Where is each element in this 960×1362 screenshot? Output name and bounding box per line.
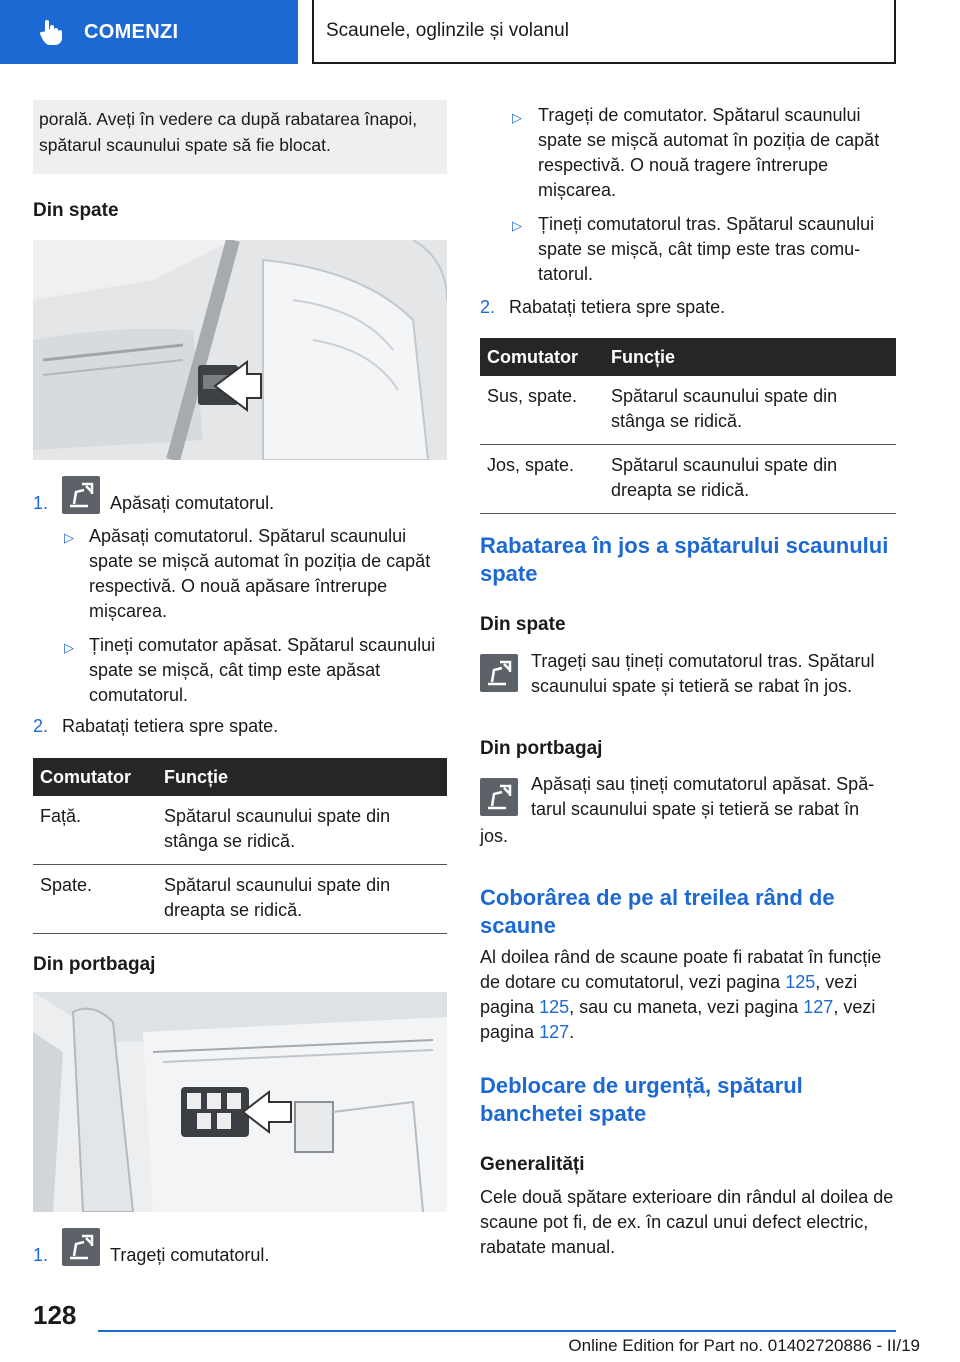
hand-pointer-icon [36, 17, 66, 47]
third-row-text-5: . [569, 1022, 575, 1042]
right-bullet-2-text: Țineți comutatorul tras. Spătarul scaunului spate se mișcă, cât timp este tras comutatorul. [538, 214, 875, 284]
right-bullet-1-text: Trageți de comutator. Spătarul scaunului spate se mișcă automat în poziția de capăt respectivă. O nouă tragere întrerupe mișcarea. [538, 105, 880, 200]
bullet-triangle-icon: ▷ [512, 218, 522, 233]
table-row [480, 376, 896, 445]
step-1b-number: 1. [33, 1245, 49, 1265]
table-header-row [33, 758, 447, 796]
table-cell: Jos, spate. [480, 445, 604, 514]
table-cell: Față. [33, 796, 157, 865]
step-1b-text: Trageți comutatorul. [110, 1245, 270, 1265]
heading-from-trunk: Din portbagaj [33, 954, 156, 975]
footer-divider [98, 1330, 896, 1332]
table-header-switch: Comutator [33, 758, 157, 796]
table-cell: Spătarul scaunului spate din stânga se ridică. [157, 796, 447, 865]
third-row-text-1: Al doilea rând de scaune poate fi rabatat în funcție de dotare cu comutatorul, vezi pagina [480, 947, 882, 992]
step-1-number: 1. [33, 493, 49, 513]
page-link-127[interactable]: 127 [539, 1022, 570, 1042]
emergency-release-text: Cele două spătare exterioare din rândul al doilea de scaune pot fi, de ex. în cazul unui defect electric, rabatate manual. [480, 1187, 894, 1257]
table-header-function: Funcție [157, 758, 447, 796]
note-box [33, 100, 447, 174]
header-title-text: Scaunele, oglinzile și volanul [326, 20, 569, 41]
chapter-tab[interactable] [0, 0, 298, 64]
table-cell: Spătarul scaunului spate din dreapta se ridică. [157, 865, 447, 934]
step-2-number: 2. [33, 716, 49, 736]
third-row-text-4: , vezi pagina [480, 997, 876, 1042]
seat-switch-icon [62, 1228, 100, 1266]
fold-trunk-text: Apăsați sau țineți comutatorul apăsat. Spătarul scaunului spate și tetieră se rabat în [531, 774, 875, 819]
heading-from-trunk-right: Din portbagaj [480, 738, 603, 759]
trunk-photo [33, 992, 447, 1212]
table-row [33, 796, 447, 865]
rear-seat-illustration [33, 240, 447, 460]
table-cell: Spătarul scaunului spate din dreapta se ridică. [604, 445, 896, 514]
right-step-2-number: 2. [480, 297, 496, 317]
page-link-127[interactable]: 127 [803, 997, 834, 1017]
page-link-125[interactable]: 125 [539, 997, 570, 1017]
page-header-title [312, 0, 896, 64]
section-title-fold-down: Rabatarea în jos a spătarului scaunului spate [480, 533, 889, 586]
right-function-table [480, 338, 896, 514]
page-link-125[interactable]: 125 [785, 972, 816, 992]
table-cell: Spate. [33, 865, 157, 934]
trunk-illustration [33, 992, 447, 1212]
section-title-emergency-release: Deblocare de urgență, spătarul banchetei spate [480, 1073, 803, 1126]
section-title-third-row: Coborârea de pe al treilea rând de scaune [480, 885, 835, 938]
table-header-row [480, 338, 896, 376]
fold-rear-text: Trageți sau țineți comutatorul tras. Spătarul scaunului spate și tetieră se rabat în jos. [531, 651, 875, 696]
bullet-triangle-icon: ▷ [512, 110, 522, 125]
step-1-text: Apăsați comutatorul. [110, 493, 275, 513]
seat-switch-icon [480, 778, 518, 816]
seat-switch-icon [480, 654, 518, 692]
bullet-triangle-icon: ▷ [64, 530, 74, 545]
table-row [33, 865, 447, 934]
table-cell: Spătarul scaunului spate din stânga se ridică. [604, 376, 896, 445]
left-bullet-1-text: Apăsați comutatorul. Spătarul scaunului spate se mișcă automat în poziția de capăt respectivă. O nouă apăsare întrerupe mișcarea. [89, 526, 431, 621]
third-row-text-3: , sau cu maneta, vezi pagina [569, 997, 799, 1017]
note-text: porală. Aveți în vedere ca după rabatarea înapoi, spătarul scaunului spate să fie blocat. [39, 109, 418, 155]
heading-from-rear-right: Din spate [480, 614, 566, 635]
seat-switch-icon [62, 476, 100, 514]
third-row-text-2: , vezi pagina [480, 972, 858, 1017]
heading-from-rear: Din spate [33, 200, 119, 221]
table-cell: Sus, spate. [480, 376, 604, 445]
chapter-tab-label: COMENZI [84, 20, 179, 43]
fold-trunk-text-end: jos. [480, 826, 509, 846]
table-row [480, 445, 896, 514]
table-header-function: Funcție [604, 338, 896, 376]
heading-general: Generalități [480, 1154, 585, 1175]
page-number: 128 [33, 1300, 77, 1330]
step-2-text: Rabatați tetiera spre spate. [62, 716, 279, 736]
table-header-switch: Comutator [480, 338, 604, 376]
rear-seat-photo [33, 240, 447, 460]
left-bullet-2-text: Țineți comutator apăsat. Spătarul scaunului spate se mișcă, cât timp este apăsat comutatorul. [89, 635, 436, 705]
right-step-2-text: Rabatați tetiera spre spate. [509, 297, 726, 317]
third-row-paragraph [480, 945, 898, 1045]
left-function-table [33, 758, 447, 934]
footer-edition: Online Edition for Part no. 01402720886 - II/19 [568, 1336, 920, 1355]
bullet-triangle-icon: ▷ [64, 640, 74, 655]
